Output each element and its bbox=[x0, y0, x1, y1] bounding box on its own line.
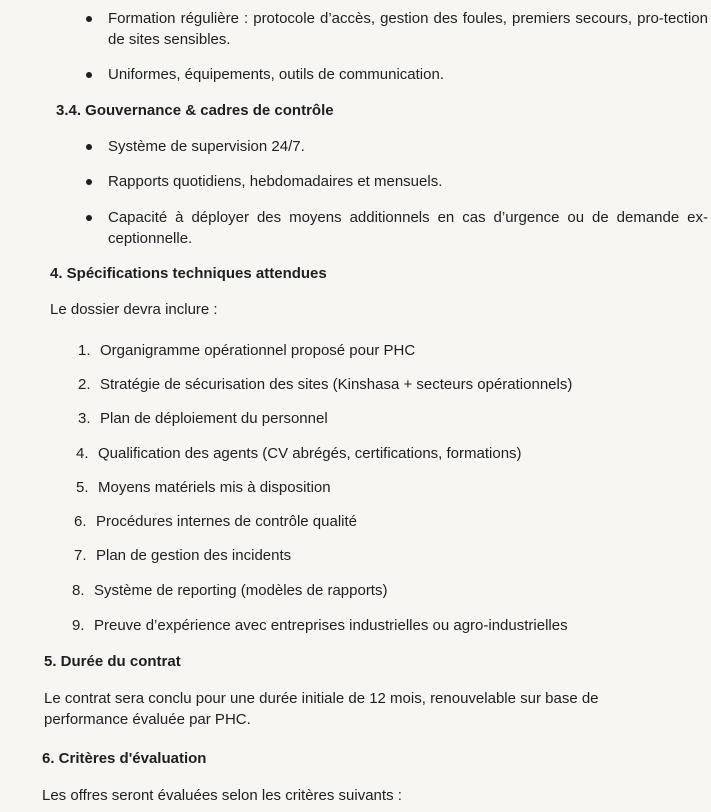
section-text: Le contrat sera conclu pour une durée initiale de 12 mois, renouvelable sur base de performance évaluée par PHC. bbox=[44, 690, 599, 728]
bullet-text: Rapports quotidiens, hebdomadaires et mensuels. bbox=[108, 173, 443, 190]
numbered-item bbox=[76, 443, 522, 464]
list-item bbox=[86, 207, 708, 249]
bullet-dot bbox=[86, 16, 92, 22]
list-item bbox=[86, 64, 708, 85]
bullet-dot bbox=[86, 179, 92, 185]
item-text: Procédures internes de contrôle qualité bbox=[96, 513, 357, 530]
item-text: Système de reporting (modèles de rapports) bbox=[94, 582, 388, 599]
item-text: Moyens matériels mis à disposition bbox=[98, 479, 331, 496]
item-number: 8. bbox=[72, 582, 85, 599]
item-number: 6. bbox=[74, 513, 87, 530]
numbered-item bbox=[76, 477, 331, 498]
list-item bbox=[86, 171, 708, 192]
bullet-dot bbox=[86, 144, 92, 150]
item-text: Preuve d’expérience avec entreprises industrielles ou agro-industrielles bbox=[94, 617, 568, 634]
bullet-dot bbox=[86, 72, 92, 78]
numbered-item bbox=[72, 580, 387, 601]
item-number: 7. bbox=[74, 547, 87, 564]
item-number: 9. bbox=[72, 617, 85, 634]
numbered-item bbox=[78, 408, 328, 429]
item-text: Plan de déploiement du personnel bbox=[100, 410, 328, 427]
numbered-item bbox=[78, 374, 572, 395]
numbered-item bbox=[72, 615, 568, 636]
item-text: Qualification des agents (CV abrégés, certifications, formations) bbox=[98, 445, 522, 462]
numbered-item bbox=[74, 511, 357, 532]
bullet-text: Formation régulière : protocole d’accès, gestion des foules, premiers secours, pro-tection de sites sensibles. bbox=[108, 10, 708, 48]
item-number: 1. bbox=[78, 342, 91, 359]
item-text: Organigramme opérationnel proposé pour PHC bbox=[100, 342, 416, 359]
item-number: 2. bbox=[78, 376, 91, 393]
item-number: 3. bbox=[78, 410, 91, 427]
bullet-dot bbox=[86, 215, 92, 221]
section-heading: 5. Durée du contrat bbox=[44, 653, 181, 670]
bullet-text: Système de supervision 24/7. bbox=[108, 138, 305, 155]
section-text: Les offres seront évaluées selon les critères suivants : bbox=[42, 787, 402, 804]
bullet-text: Uniformes, équipements, outils de communication. bbox=[108, 66, 444, 83]
list-item bbox=[86, 136, 708, 157]
numbered-item bbox=[78, 340, 415, 361]
item-number: 4. bbox=[76, 445, 89, 462]
item-text: Stratégie de sécurisation des sites (Kinshasa + secteurs opérationnels) bbox=[100, 376, 573, 393]
section-heading: 3.4. Gouvernance & cadres de contrôle bbox=[56, 102, 334, 119]
section-intro: Le dossier devra inclure : bbox=[50, 301, 218, 318]
bullet-text: Capacité à déployer des moyens additionnels en cas d’urgence ou de demande ex-ceptionnelle. bbox=[108, 209, 708, 247]
section-heading: 6. Critères d'évaluation bbox=[42, 750, 207, 767]
section-heading: 4. Spécifications techniques attendues bbox=[50, 265, 327, 282]
item-number: 5. bbox=[76, 479, 89, 496]
numbered-item bbox=[74, 545, 291, 566]
list-item bbox=[86, 8, 708, 50]
item-text: Plan de gestion des incidents bbox=[96, 547, 292, 564]
